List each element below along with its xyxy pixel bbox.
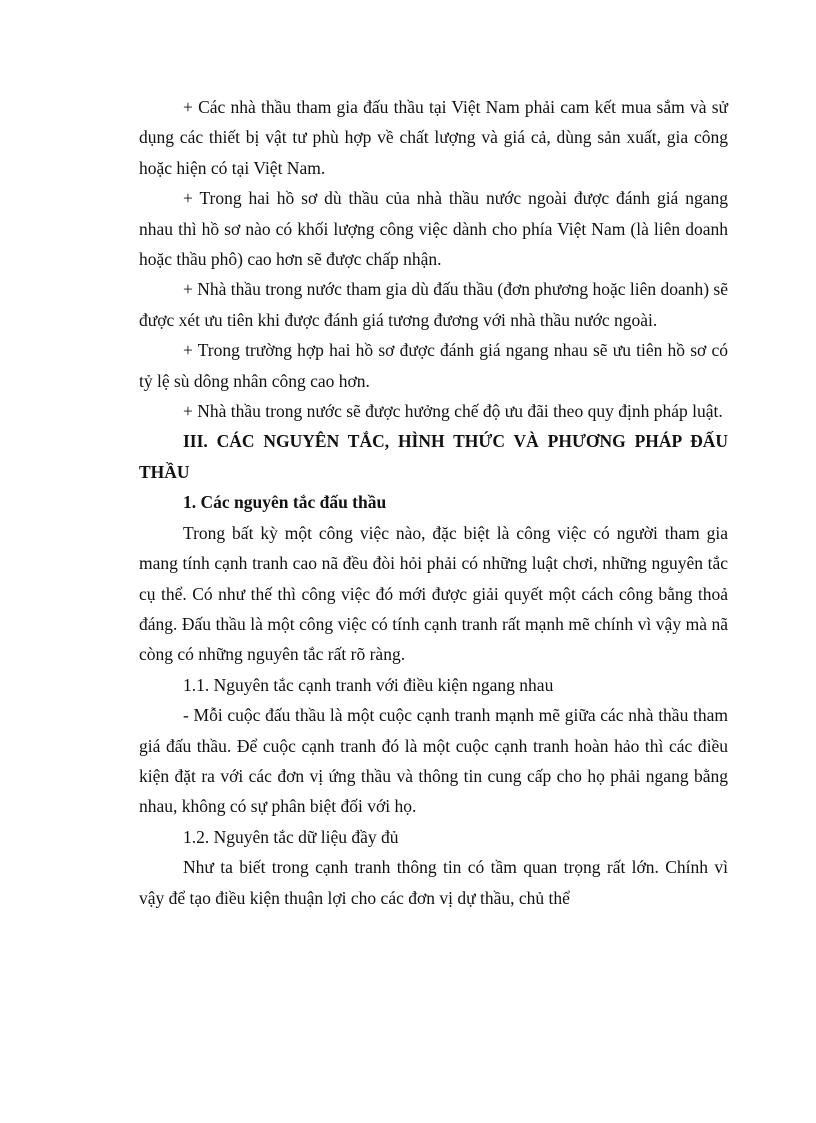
paragraph-data: Như ta biết trong cạnh tranh thông tin có tầm quan trọng rất lớn. Chính vì vậy để tạo điều kiện thuận lợi cho các đơn vị dự thầu, chủ thể	[139, 857, 728, 908]
paragraph-bullet-1: + Các nhà thầu tham gia đấu thầu tại Việt Nam phải cam kết mua sắm và sử dụng các thiết bị vật tư phù hợp về chất lượng và giá cả, dùng sản xuất, gia công hoặc hiện có tại Việt Nam.	[139, 97, 728, 178]
document-body	[139, 92, 728, 913]
paragraph-bullet-2: + Trong hai hồ sơ dù thầu của nhà thầu nước ngoài được đánh giá ngang nhau thì hồ sơ nào có khối lượng công việc dành cho phía Việt Nam (là liên doanh hoặc thầu phô) cao hơn sẽ được chấp nhận.	[139, 188, 728, 270]
section-heading: III. CÁC NGUYÊN TẮC, HÌNH THỨC VÀ PHƯƠNG PHÁP ĐẤU THẦU	[139, 431, 728, 482]
paragraph-bullet-3: + Nhà thầu trong nước tham gia dù đấu thầu (đơn phương hoặc liên doanh) sẽ được xét ưu tiên khi được đánh giá tương đương với nhà thầu nước ngoài.	[139, 279, 729, 330]
subheading-competition: 1.1. Nguyên tắc cạnh tranh với điều kiện ngang nhau	[183, 674, 554, 695]
paragraph-bullet-4: + Trong trường hợp hai hồ sơ được đánh giá ngang nhau sẽ ưu tiên hồ sơ có tỷ lệ sù dông nhân công cao hơn.	[139, 340, 728, 391]
paragraph-bullet-5: + Nhà thầu trong nước sẽ được hưởng chế độ ưu đãi theo quy định pháp luật.	[183, 401, 723, 422]
paragraph-competition: - Mỗi cuộc đấu thầu là một cuộc cạnh tranh mạnh mẽ giữa các nhà thầu tham giá đấu thầu. Để cuộc cạnh tranh đó là một cuộc cạnh tranh hoàn hảo thì các điều kiện đặt ra với các đơn vị ứng thầu và thông tin cung cấp cho họ phải ngang bằng nhau, không có sự phân biệt đối với họ.	[139, 705, 728, 817]
subheading-data: 1.2. Nguyên tắc dữ liệu đầy đủ	[183, 826, 399, 847]
subsection-heading: 1. Các nguyên tắc đấu thầu	[183, 492, 387, 513]
paragraph-intro: Trong bất kỳ một công việc nào, đặc biệt là công việc có người tham gia mang tính cạnh tranh cao nã đều đòi hỏi phải có những luật chơi, những nguyên tắc cụ thể. Có như thế thì công việc đó mới được giải quyết một cách công bằng thoả đáng. Đấu thầu là một công việc có tính cạnh tranh rất mạnh mẽ chính vì vậy mà nã còng có những nguyên tắc rất rõ ràng.	[139, 522, 728, 665]
